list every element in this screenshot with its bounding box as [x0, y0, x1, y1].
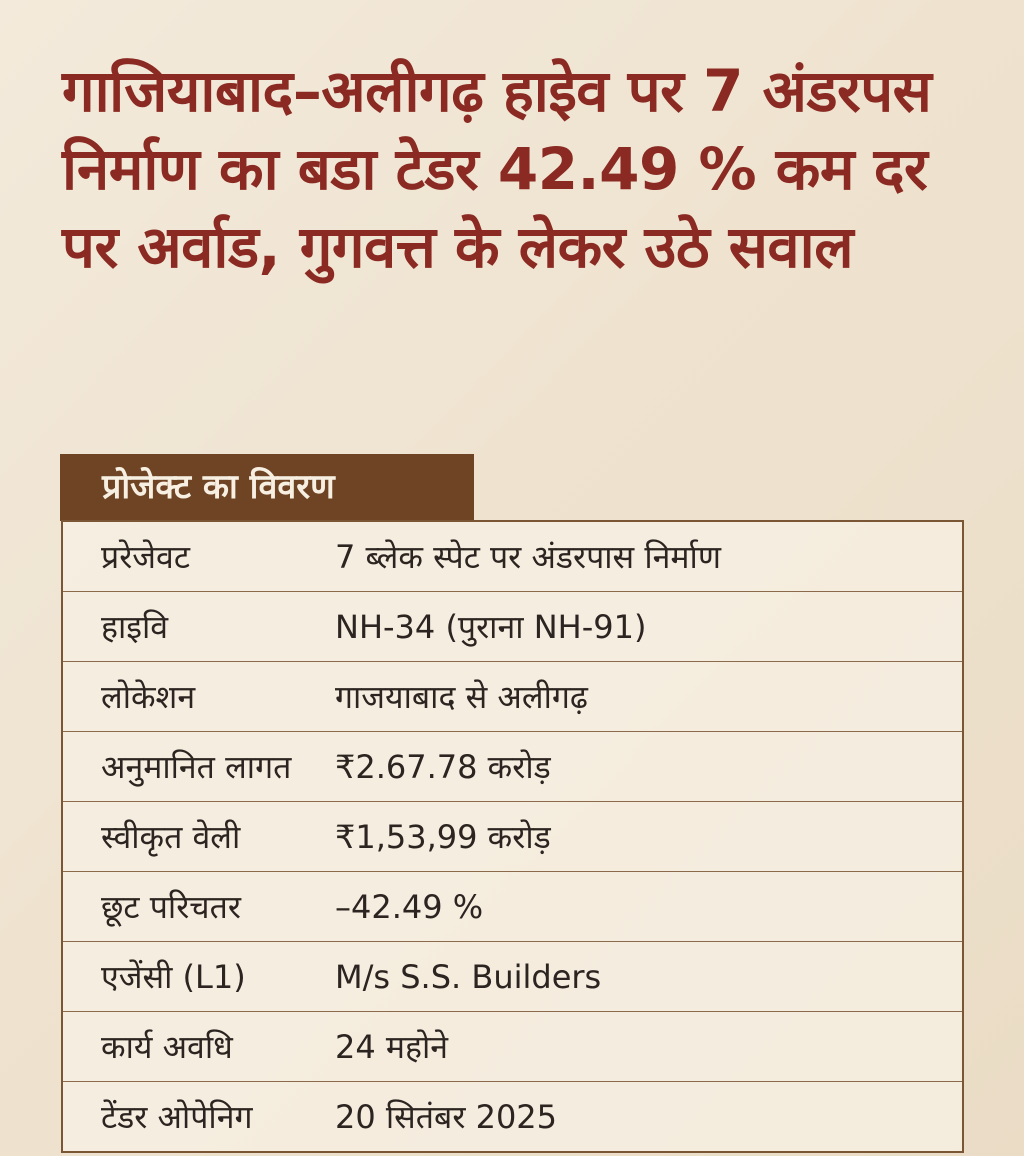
row-label: अनुमानित लागत — [62, 732, 335, 802]
row-value: गाजयाबाद से अलीगढ़ — [335, 662, 963, 732]
row-value: 24 महोने — [335, 1012, 963, 1082]
row-label: लोकेशन — [62, 662, 335, 732]
row-label: टेंडर ओपेनिग — [62, 1082, 335, 1153]
row-value: 7 ब्लेक स्पेट पर अंडरपास निर्माण — [335, 521, 963, 592]
table-row — [62, 942, 963, 1012]
row-label: प्ररेजेवट — [62, 521, 335, 592]
table-row — [62, 1082, 963, 1153]
row-label: कार्य अवधि — [62, 1012, 335, 1082]
table-row — [62, 872, 963, 942]
table-row — [62, 662, 963, 732]
row-value: NH-34 (पुराना NH-91) — [335, 592, 963, 662]
row-value: ₹1,53,99 करोड़ — [335, 802, 963, 872]
table-row — [62, 1012, 963, 1082]
row-label: हाइवि — [62, 592, 335, 662]
section-title-tab: प्रोजेक्ट का विवरण — [60, 454, 474, 521]
row-label: छूट परिचतर — [62, 872, 335, 942]
row-value: –42.49 % — [335, 872, 963, 942]
table-row — [62, 732, 963, 802]
project-details-table — [61, 520, 964, 1153]
headline: गाजियाबाद–अलीगढ़ हाइेव पर 7 अंडरपस निर्माण का बडा टेडर 42.49 % कम दर पर अर्वाड, गुगवत्त के लेकर उठे सवाल — [62, 57, 932, 281]
table-row — [62, 802, 963, 872]
row-label: स्वीकृत वेली — [62, 802, 335, 872]
row-value: ₹2.67.78 करोड़ — [335, 732, 963, 802]
row-label: एजेंसी (L1) — [62, 942, 335, 1012]
row-value: 20 सितंबर 2025 — [335, 1082, 963, 1153]
table-row — [62, 521, 963, 592]
row-value: M/s S.S. Builders — [335, 942, 963, 1012]
table-row — [62, 592, 963, 662]
